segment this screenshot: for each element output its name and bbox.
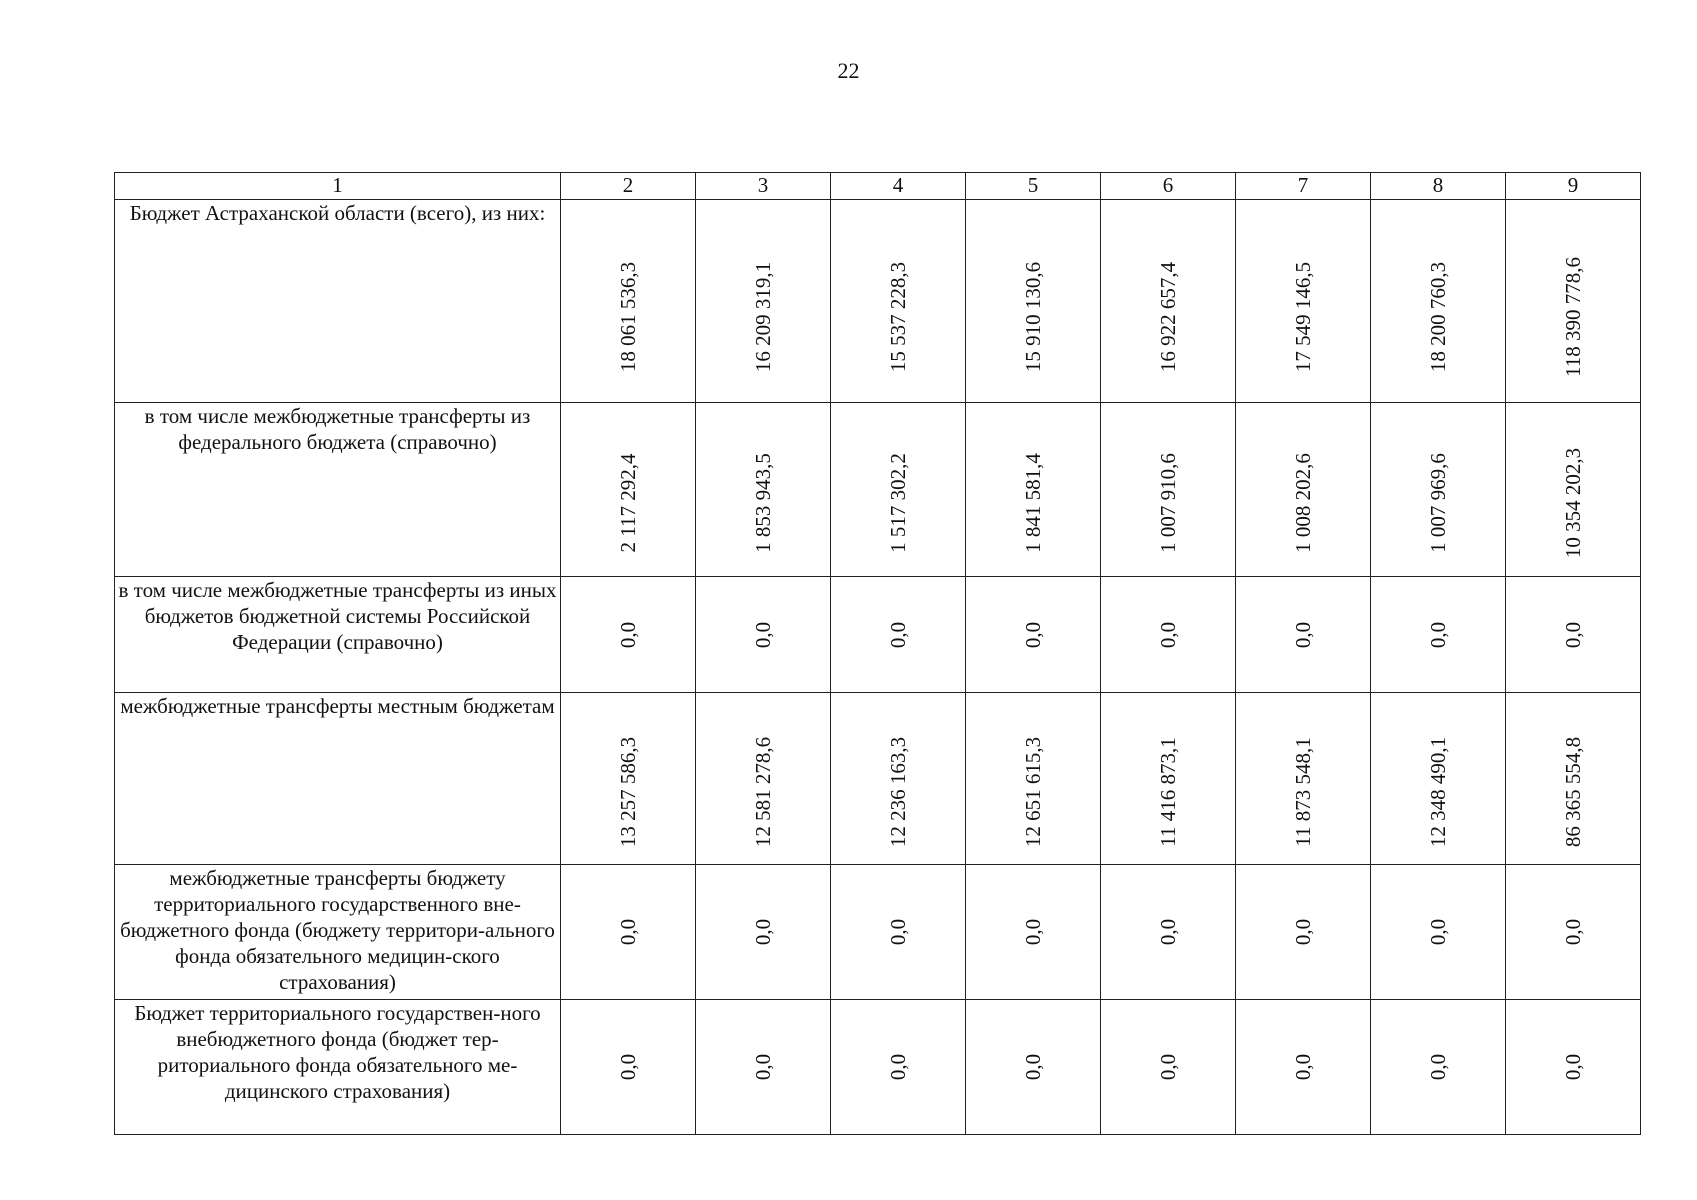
value-cell xyxy=(561,200,696,403)
row-label: в том числе межбюджетные трансферты из федерального бюджета (справочно) xyxy=(115,403,561,577)
cell-value: 18 061 536,3 xyxy=(616,262,640,373)
value-cell xyxy=(966,1000,1101,1135)
value-cell xyxy=(1371,1000,1506,1135)
table-row xyxy=(115,693,1641,865)
cell-value: 12 236 163,3 xyxy=(886,737,910,848)
value-cell xyxy=(1506,693,1641,865)
cell-value: 1 007 969,6 xyxy=(1426,453,1450,554)
value-cell xyxy=(1101,200,1236,403)
cell-value: 16 922 657,4 xyxy=(1156,262,1180,373)
value-cell xyxy=(1371,693,1506,865)
cell-value: 0,0 xyxy=(616,1053,640,1081)
cell-value: 15 910 130,6 xyxy=(1021,262,1045,373)
cell-value: 12 581 278,6 xyxy=(751,737,775,848)
cell-value: 12 348 490,1 xyxy=(1426,737,1450,848)
value-cell xyxy=(561,865,696,1000)
column-header: 3 xyxy=(696,173,831,200)
column-header: 7 xyxy=(1236,173,1371,200)
column-header: 9 xyxy=(1506,173,1641,200)
value-cell xyxy=(1101,865,1236,1000)
row-label: межбюджетные трансферты местным бюджетам xyxy=(115,693,561,865)
cell-value: 0,0 xyxy=(1561,621,1585,648)
cell-value: 0,0 xyxy=(751,621,775,648)
budget-table xyxy=(114,172,1641,1135)
value-cell xyxy=(966,200,1101,403)
value-cell xyxy=(1101,1000,1236,1135)
cell-value: 12 651 615,3 xyxy=(1021,737,1045,848)
cell-value: 1 517 302,2 xyxy=(886,453,910,554)
value-cell xyxy=(1236,200,1371,403)
value-cell xyxy=(1101,693,1236,865)
table-row xyxy=(115,865,1641,1000)
value-cell xyxy=(696,200,831,403)
page-number: 22 xyxy=(837,58,860,83)
cell-value: 0,0 xyxy=(886,1053,910,1081)
cell-value: 13 257 586,3 xyxy=(616,737,640,848)
value-cell xyxy=(1371,403,1506,577)
cell-value: 0,0 xyxy=(1561,918,1585,946)
cell-value: 0,0 xyxy=(1021,918,1045,946)
table-row xyxy=(115,1000,1641,1135)
cell-value: 11 873 548,1 xyxy=(1291,737,1315,847)
cell-value: 2 117 292,4 xyxy=(616,453,640,553)
cell-value: 0,0 xyxy=(751,1053,775,1081)
value-cell xyxy=(966,403,1101,577)
cell-value: 0,0 xyxy=(1021,1053,1045,1081)
value-cell xyxy=(696,403,831,577)
table-row xyxy=(115,200,1641,403)
value-cell xyxy=(1236,403,1371,577)
cell-value: 0,0 xyxy=(616,918,640,946)
column-header: 6 xyxy=(1101,173,1236,200)
cell-value: 0,0 xyxy=(1291,621,1315,648)
column-header: 2 xyxy=(561,173,696,200)
row-label: межбюджетные трансферты бюджету территориального государственного вне-бюджетного фонда (бюджету территори-ального фонда обязательного медицин-ского страхования) xyxy=(115,865,561,1000)
value-cell xyxy=(1236,865,1371,1000)
cell-value: 0,0 xyxy=(886,918,910,946)
cell-value: 0,0 xyxy=(616,621,640,648)
value-cell xyxy=(1371,577,1506,693)
cell-value: 0,0 xyxy=(1426,1053,1450,1081)
cell-value: 0,0 xyxy=(1291,1053,1315,1081)
cell-value: 1 007 910,6 xyxy=(1156,453,1180,554)
column-header: 1 xyxy=(115,173,561,200)
column-header: 4 xyxy=(831,173,966,200)
value-cell xyxy=(831,1000,966,1135)
value-cell xyxy=(831,200,966,403)
value-cell xyxy=(966,577,1101,693)
cell-value: 0,0 xyxy=(886,621,910,648)
value-cell xyxy=(831,577,966,693)
value-cell xyxy=(696,577,831,693)
value-cell xyxy=(561,577,696,693)
cell-value: 0,0 xyxy=(1156,918,1180,946)
value-cell xyxy=(1506,200,1641,403)
column-header: 5 xyxy=(966,173,1101,200)
cell-value: 0,0 xyxy=(1561,1053,1585,1081)
value-cell xyxy=(1101,577,1236,693)
value-cell xyxy=(1236,1000,1371,1135)
cell-value: 1 008 202,6 xyxy=(1291,453,1315,554)
value-cell xyxy=(831,865,966,1000)
value-cell xyxy=(1236,693,1371,865)
table-header-row xyxy=(115,173,1641,200)
value-cell xyxy=(561,403,696,577)
cell-value: 17 549 146,5 xyxy=(1291,262,1315,373)
value-cell xyxy=(1506,577,1641,693)
value-cell xyxy=(1506,1000,1641,1135)
value-cell xyxy=(696,693,831,865)
value-cell xyxy=(1236,577,1371,693)
value-cell xyxy=(1506,403,1641,577)
value-cell xyxy=(696,1000,831,1135)
cell-value: 0,0 xyxy=(1291,918,1315,946)
cell-value: 11 416 873,1 xyxy=(1156,737,1180,847)
row-label: Бюджет Астраханской области (всего), из них: xyxy=(115,200,561,403)
value-cell xyxy=(831,693,966,865)
row-label: в том числе межбюджетные трансферты из иных бюджетов бюджетной системы Российской Федерации (справочно) xyxy=(115,577,561,693)
column-header: 8 xyxy=(1371,173,1506,200)
cell-value: 18 200 760,3 xyxy=(1426,262,1450,373)
cell-value: 118 390 778,6 xyxy=(1561,257,1585,378)
value-cell xyxy=(561,693,696,865)
value-cell xyxy=(561,1000,696,1135)
value-cell xyxy=(1506,865,1641,1000)
cell-value: 0,0 xyxy=(1426,621,1450,648)
value-cell xyxy=(1101,403,1236,577)
value-cell xyxy=(696,865,831,1000)
cell-value: 15 537 228,3 xyxy=(886,262,910,373)
cell-value: 0,0 xyxy=(1156,621,1180,648)
row-label: Бюджет территориального государствен-ного внебюджетного фонда (бюджет тер-риториального фонда обязательного ме-дицинского страхования) xyxy=(115,1000,561,1135)
cell-value: 16 209 319,1 xyxy=(751,262,775,373)
cell-value: 0,0 xyxy=(1021,621,1045,648)
cell-value: 86 365 554,8 xyxy=(1561,737,1585,848)
value-cell xyxy=(1371,200,1506,403)
cell-value: 0,0 xyxy=(1426,918,1450,946)
cell-value: 1 853 943,5 xyxy=(751,453,775,554)
value-cell xyxy=(831,403,966,577)
value-cell xyxy=(966,865,1101,1000)
cell-value: 10 354 202,3 xyxy=(1561,448,1585,559)
value-cell xyxy=(1371,865,1506,1000)
cell-value: 0,0 xyxy=(751,918,775,946)
table-row xyxy=(115,577,1641,693)
cell-value: 1 841 581,4 xyxy=(1021,453,1045,554)
table-row xyxy=(115,403,1641,577)
cell-value: 0,0 xyxy=(1156,1053,1180,1081)
value-cell xyxy=(966,693,1101,865)
